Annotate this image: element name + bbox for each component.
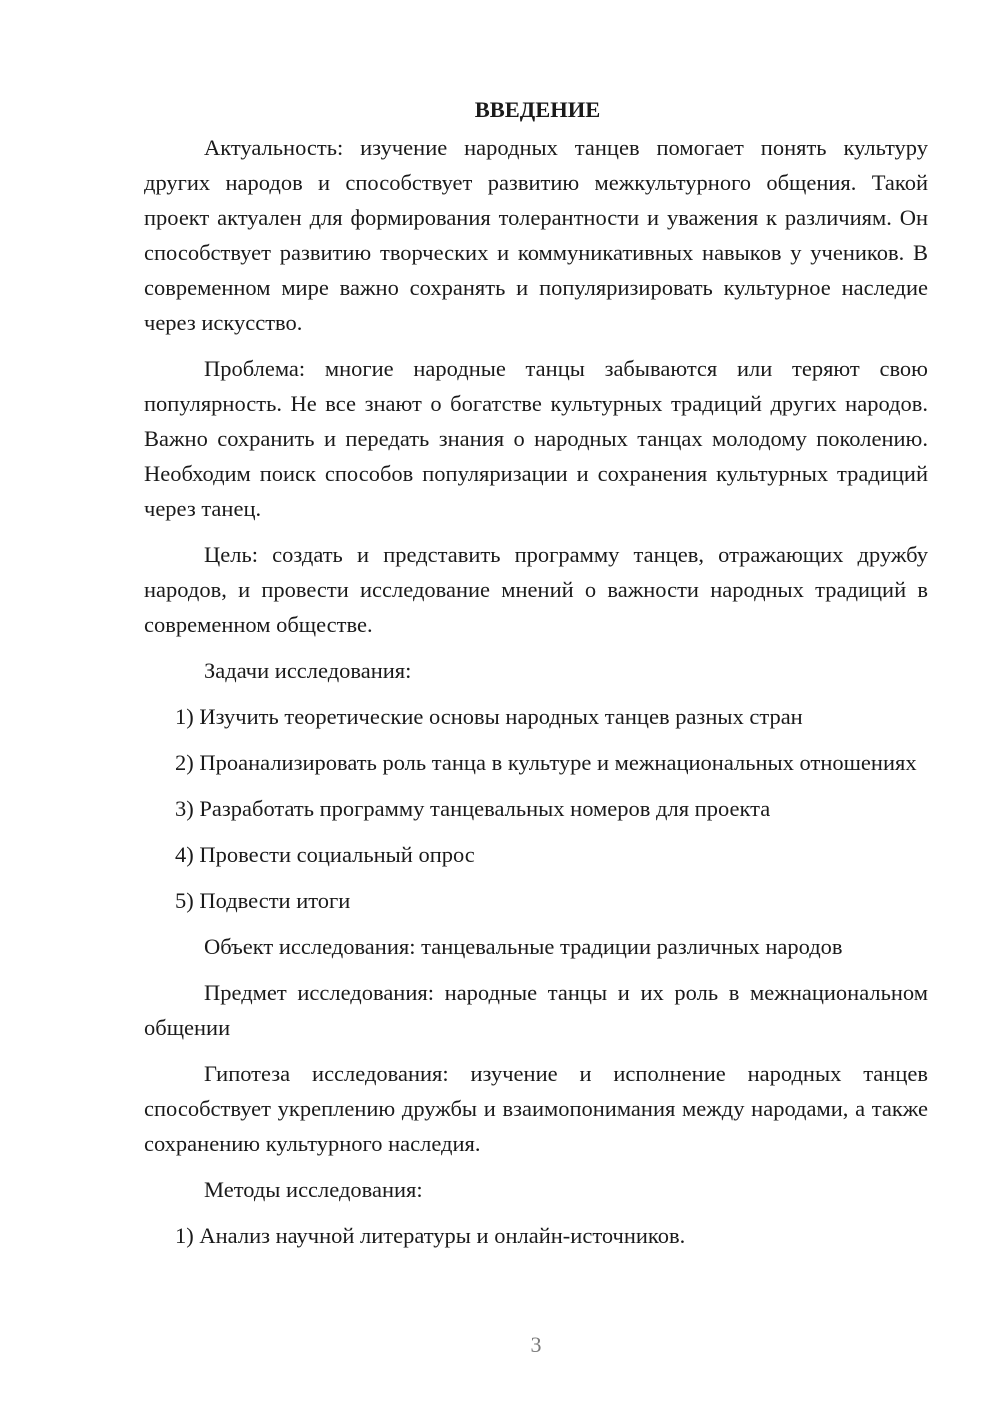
task-item: 1) Изучить теоретические основы народных танцев разных стран xyxy=(175,704,803,729)
method-item: 1) Анализ научной литературы и онлайн-источников. xyxy=(175,1223,686,1248)
section-title: ВВЕДЕНИЕ xyxy=(474,97,601,122)
subject-paragraph: Предмет исследования: народные танцы и их роль в межнациональном общении xyxy=(144,980,928,1040)
task-item: 5) Подвести итоги xyxy=(175,888,351,913)
task-item: 2) Проанализировать роль танца в культуре и межнациональных отношениях xyxy=(175,750,917,775)
tasks-heading: Задачи исследования: xyxy=(204,658,412,683)
task-item: 3) Разработать программу танцевальных номеров для проекта xyxy=(175,796,771,821)
page-content xyxy=(144,92,928,1264)
hypothesis-paragraph: Гипотеза исследования: изучение и исполнение народных танцев способствует укреплению дружбы и взаимопонимания между народами, а также сохранению культурного наследия. xyxy=(144,1061,928,1156)
problem-paragraph: Проблема: многие народные танцы забываются или теряют свою популярность. Не все знают о богатстве культурных традиций других народов. Важно сохранить и передать знания о народных танцах молодому поколению. Необходим поиск способов популяризации и сохранения культурных традиций через танец. xyxy=(144,356,928,521)
goal-paragraph: Цель: создать и представить программу танцев, отражающих дружбу народов, и провести исследование мнений о важности народных традиций в современном обществе. xyxy=(144,542,928,637)
page-number: 3 xyxy=(530,1332,542,1357)
relevance-paragraph: Актуальность: изучение народных танцев помогает понять культуру других народов и способствует развитию межкультурного общения. Такой проект актуален для формирования толерантности и уважения к различиям. Он способствует развитию творческих и коммуникативных навыков у учеников. В современном мире важно сохранять и популяризировать культурное наследие через искусство. xyxy=(144,135,928,335)
methods-heading: Методы исследования: xyxy=(204,1177,423,1202)
task-item: 4) Провести социальный опрос xyxy=(175,842,475,867)
object-paragraph: Объект исследования: танцевальные традиции различных народов xyxy=(204,934,843,959)
